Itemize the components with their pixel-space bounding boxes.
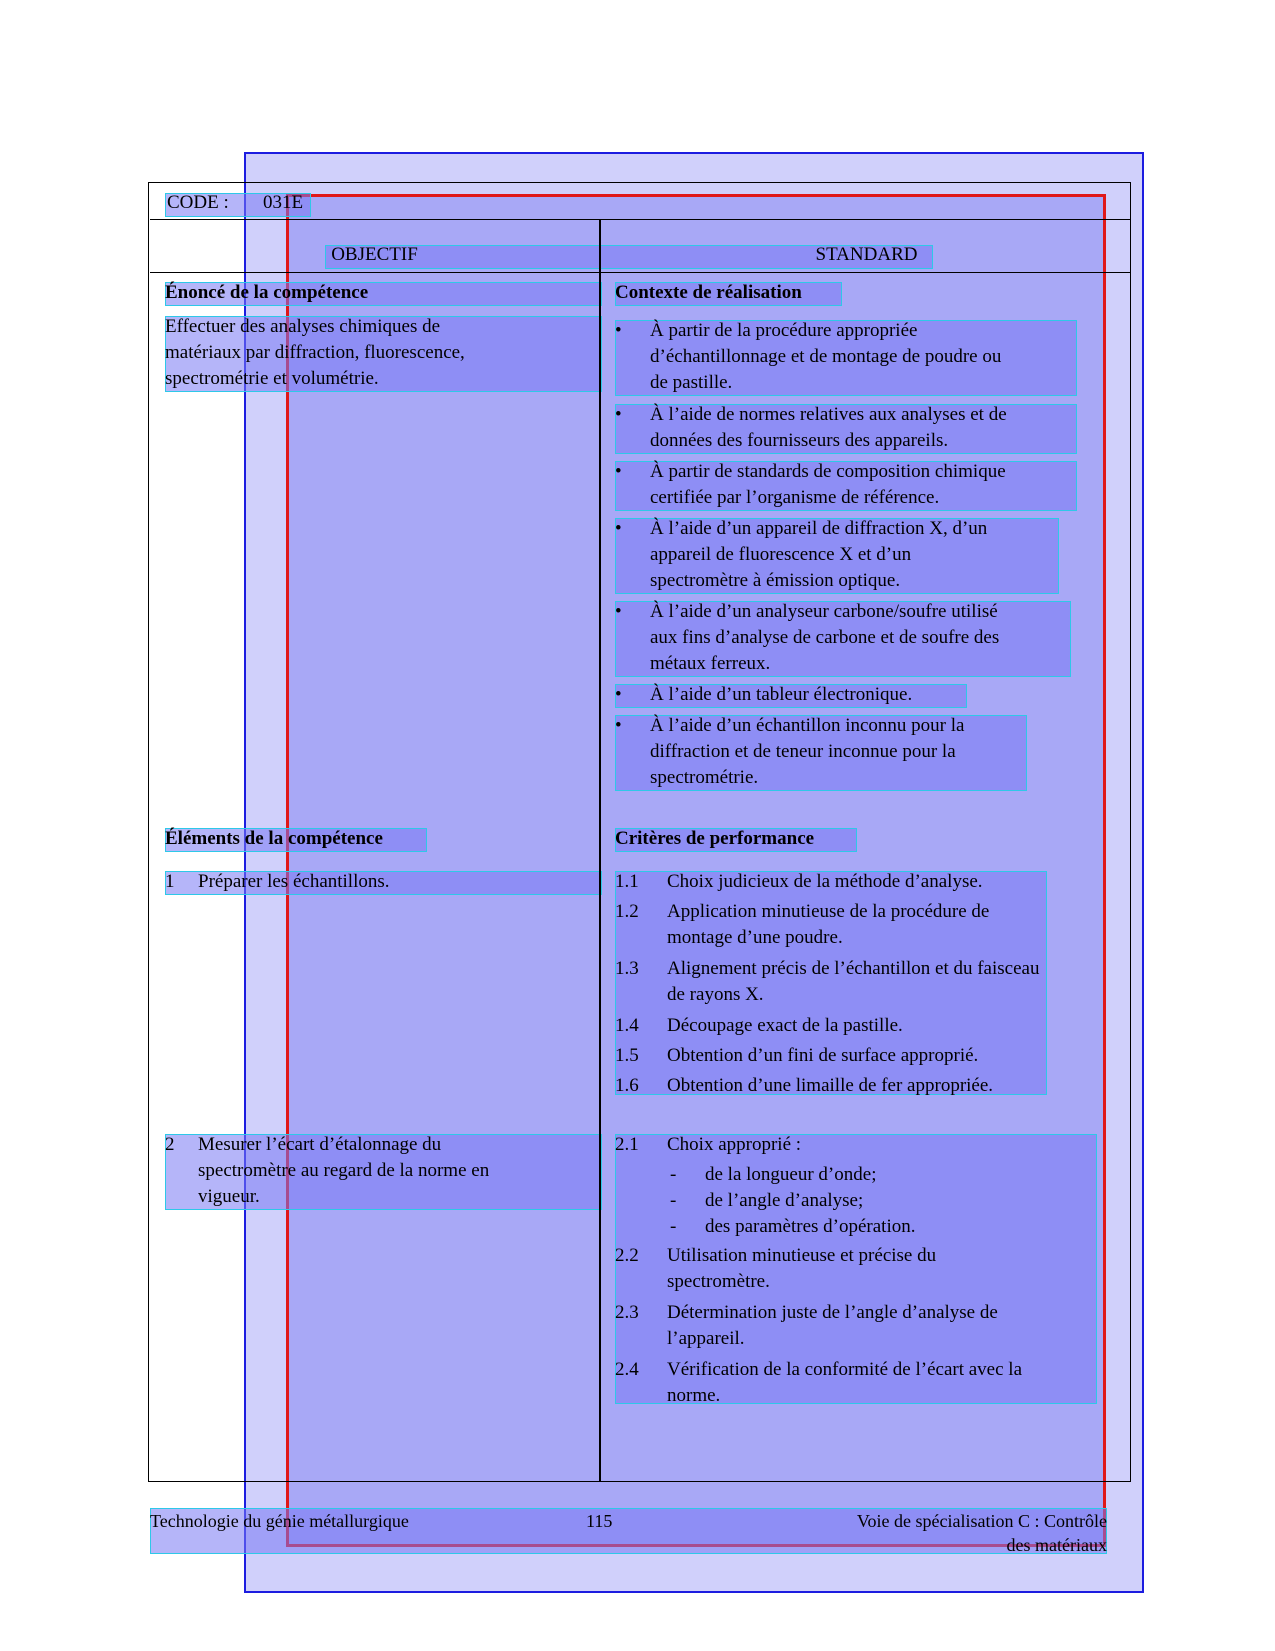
bullet-text: À l’aide de normes relatives aux analyses et de <box>650 404 1007 425</box>
criterion-number: 2.2 <box>615 1245 639 1266</box>
criterion-text: Choix approprié : <box>667 1134 802 1155</box>
dash-icon: - <box>670 1164 677 1185</box>
criterion-text: Obtention d’une limaille de fer appropriée. <box>667 1075 994 1096</box>
criterion-text: montage d’une poudre. <box>667 927 843 948</box>
criterion-number: 2.3 <box>615 1302 639 1323</box>
criterion-text: Découpage exact de la pastille. <box>667 1015 903 1036</box>
dash-icon: - <box>670 1190 677 1211</box>
objectif-header: OBJECTIF <box>331 244 418 265</box>
element-text: Préparer les échantillons. <box>198 871 390 892</box>
criterion-text: Application minutieuse de la procédure de <box>667 901 990 922</box>
criterion-text: Obtention d’un fini de surface approprié. <box>667 1045 979 1066</box>
standard-header: STANDARD <box>815 244 918 265</box>
header-divider <box>150 272 1131 273</box>
criterion-text: de rayons X. <box>667 984 764 1005</box>
element-text: vigueur. <box>198 1186 260 1207</box>
footer-page-number: 115 <box>586 1511 613 1531</box>
bullet-icon: • <box>615 601 622 622</box>
enonce-line: matériaux par diffraction, fluorescence, <box>165 342 465 363</box>
subitem-text: de la longueur d’onde; <box>705 1164 877 1185</box>
code-label: CODE : <box>167 192 229 213</box>
element-text: Mesurer l’écart d’étalonnage du <box>198 1134 442 1155</box>
bullet-text: aux fins d’analyse de carbone et de soufre des <box>650 627 1000 648</box>
bullet-text: d’échantillonnage et de montage de poudre ou <box>650 346 1002 367</box>
bullet-text: données des fournisseurs des appareils. <box>650 430 949 451</box>
dash-icon: - <box>670 1216 677 1237</box>
bullet-icon: • <box>615 404 622 425</box>
subitem-text: des paramètres d’opération. <box>705 1216 916 1237</box>
criterion-text: Détermination juste de l’angle d’analyse de <box>667 1302 998 1323</box>
criterion-text: spectromètre. <box>667 1271 770 1292</box>
code-value: 031E <box>263 192 304 213</box>
criterion-text: Choix judicieux de la méthode d’analyse. <box>667 871 983 892</box>
bullet-text: spectrométrie. <box>650 767 759 788</box>
criterion-number: 2.4 <box>615 1359 639 1380</box>
bullet-text: À l’aide d’un analyseur carbone/soufre utilisé <box>650 601 998 622</box>
criterion-number: 1.6 <box>615 1075 639 1096</box>
element-number: 1 <box>165 871 175 892</box>
bullet-text: À partir de la procédure appropriée <box>650 320 918 341</box>
criteres-title: Critères de performance <box>615 828 815 849</box>
bullet-text: À l’aide d’un tableur électronique. <box>650 684 913 705</box>
criterion-text: Alignement précis de l’échantillon et du faisceau <box>667 958 1040 979</box>
criterion-text: norme. <box>667 1385 721 1406</box>
bullet-text: À l’aide d’un échantillon inconnu pour la <box>650 715 965 736</box>
criterion-number: 1.2 <box>615 901 639 922</box>
bullet-icon: • <box>615 715 622 736</box>
bullet-icon: • <box>615 461 622 482</box>
enonce-title: Énoncé de la compétence <box>165 282 369 303</box>
bullet-text: appareil de fluorescence X et d’un <box>650 544 912 565</box>
bullet-icon: • <box>615 518 622 539</box>
bullet-text: À partir de standards de composition chimique <box>650 461 1006 482</box>
bullet-text: diffraction et de teneur inconnue pour la <box>650 741 956 762</box>
enonce-line: Effectuer des analyses chimiques de <box>165 316 441 337</box>
footer-right-line1: Voie de spécialisation C : Contrôle <box>856 1511 1107 1531</box>
criterion-number: 1.1 <box>615 871 639 892</box>
criterion-text: Vérification de la conformité de l’écart avec la <box>667 1359 1022 1380</box>
bullet-text: de pastille. <box>650 372 733 393</box>
bullet-text: métaux ferreux. <box>650 653 771 674</box>
criterion-number: 2.1 <box>615 1134 639 1155</box>
code-divider <box>150 219 1131 220</box>
footer-right-line2: des matériaux <box>1006 1535 1107 1555</box>
criterion-text: Utilisation minutieuse et précise du <box>667 1245 937 1266</box>
element-number: 2 <box>165 1134 175 1155</box>
bullet-text: À l’aide d’un appareil de diffraction X, d’un <box>650 518 988 539</box>
criterion-number: 1.5 <box>615 1045 639 1066</box>
bullet-icon: • <box>615 320 622 341</box>
column-divider <box>599 220 601 1482</box>
footer-left: Technologie du génie métallurgique <box>150 1511 409 1531</box>
criterion-number: 1.3 <box>615 958 639 979</box>
subitem-text: de l’angle d’analyse; <box>705 1190 864 1211</box>
criterion-text: l’appareil. <box>667 1328 745 1349</box>
enonce-line: spectrométrie et volumétrie. <box>165 368 379 389</box>
criterion-number: 1.4 <box>615 1015 639 1036</box>
elements-title: Éléments de la compétence <box>165 828 383 849</box>
bullet-icon: • <box>615 684 622 705</box>
bullet-text: spectromètre à émission optique. <box>650 570 901 591</box>
element-text: spectromètre au regard de la norme en <box>198 1160 490 1181</box>
contexte-title: Contexte de réalisation <box>615 282 802 303</box>
bullet-text: certifiée par l’organisme de référence. <box>650 487 940 508</box>
